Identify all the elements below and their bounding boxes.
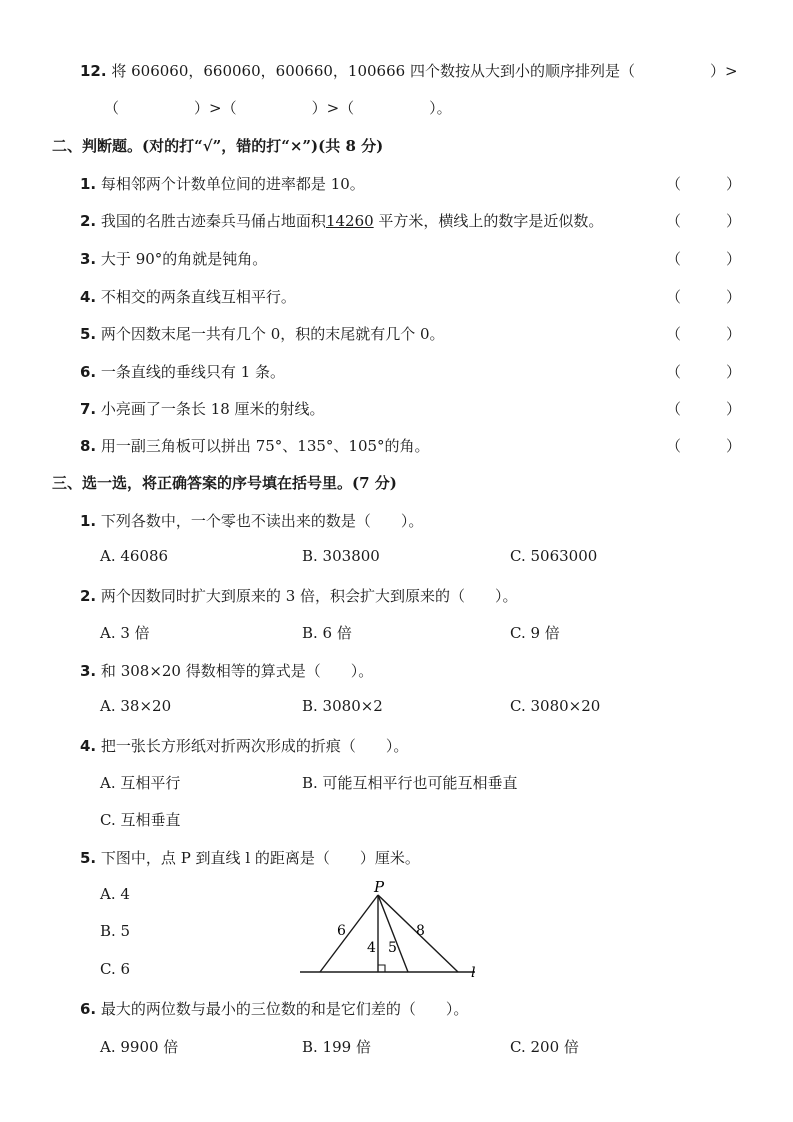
judge-answer-box-7[interactable]: （ ） <box>666 400 742 418</box>
judge-item-5 <box>80 323 445 344</box>
judge-answer-box-3[interactable]: （ ） <box>666 250 742 268</box>
choice-question-2 <box>80 585 518 606</box>
question-number: 3. <box>80 662 97 680</box>
judge-item-4 <box>80 286 296 307</box>
question-number: 2. <box>80 587 97 605</box>
choice-question-1 <box>80 510 423 531</box>
judge-answer-box-1[interactable]: （ ） <box>666 175 742 193</box>
choice-question-4 <box>80 735 408 756</box>
option-c[interactable]: C. 200 倍 <box>510 1038 579 1056</box>
judge-answer-box-5[interactable]: （ ） <box>666 325 742 343</box>
section3-title: 三、选一选，将正确答案的序号填在括号里。(7 分) <box>52 474 397 492</box>
section2-title: 二、判断题。(对的打“√”，错的打“×”)(共 8 分) <box>52 137 384 155</box>
option-a[interactable]: A. 9900 倍 <box>100 1038 179 1056</box>
option-b[interactable]: B. 5 <box>100 922 131 940</box>
judge-item-text: 不相交的两条直线互相平行。 <box>100 288 296 306</box>
judge-item-8 <box>80 435 430 456</box>
option-b[interactable]: B. 199 倍 <box>302 1038 371 1056</box>
judge-item-text: 一条直线的垂线只有 1 条。 <box>100 363 286 381</box>
choice-question-6 <box>80 998 468 1019</box>
judge-item-number: 8. <box>80 437 97 455</box>
option-a[interactable]: A. 4 <box>100 885 130 903</box>
judge-item-number: 3. <box>80 250 97 268</box>
question-text: 最大的两位数与最小的三位数的和是它们差的（ ）。 <box>100 1000 469 1018</box>
question-text: 和 308×20 得数相等的算式是（ ）。 <box>100 662 374 680</box>
length-label-8: 8 <box>416 923 425 939</box>
judge-item-2 <box>80 210 603 231</box>
question-text: 两个因数同时扩大到原来的 3 倍，积会扩大到原来的（ ）。 <box>100 587 518 605</box>
line-l-label: l <box>471 965 476 981</box>
judge-item-text: 小亮画了一条长 18 厘米的射线。 <box>100 400 325 418</box>
option-c[interactable]: C. 5063000 <box>510 547 598 565</box>
option-c[interactable]: C. 3080×20 <box>510 697 601 715</box>
judge-item-text: 用一副三角板可以拼出 75°、135°、105°的角。 <box>100 437 430 455</box>
option-c[interactable]: C. 互相垂直 <box>100 811 181 829</box>
question-number: 1. <box>80 512 97 530</box>
question-text: 下图中，点 P 到直线 l 的距离是（ ）厘米。 <box>100 849 420 867</box>
judge-item-3 <box>80 248 267 269</box>
judge-item-text: 每相邻两个计数单位间的进率都是 10。 <box>100 175 365 193</box>
judge-answer-box-8[interactable]: （ ） <box>666 437 742 455</box>
question-number: 4. <box>80 737 97 755</box>
question-text: 下列各数中，一个零也不读出来的数是（ ）。 <box>100 512 424 530</box>
point-p-label: P <box>374 878 385 896</box>
judge-item-1 <box>80 173 365 194</box>
option-b[interactable]: B. 6 倍 <box>302 624 352 642</box>
q12-line1 <box>80 60 738 81</box>
length-label-6: 6 <box>337 923 346 939</box>
option-a[interactable]: A. 46086 <box>100 547 169 565</box>
segment-6 <box>320 895 378 972</box>
judge-item-6 <box>80 361 285 382</box>
length-label-4: 4 <box>367 940 376 956</box>
distance-triangle-figure <box>290 875 490 987</box>
q12-text: 将 606060，660060，600660，100666 四个数按从大到小的顺序排列是（ ）> <box>111 62 738 80</box>
judge-answer-box-6[interactable]: （ ） <box>666 363 742 381</box>
q12-number: 12. <box>80 62 107 80</box>
judge-item-text: 大于 90°的角就是钝角。 <box>100 250 268 268</box>
judge-item-number: 5. <box>80 325 97 343</box>
judge-item-7 <box>80 398 325 419</box>
judge-item-text-before: 我国的名胜古迹秦兵马俑占地面积 <box>100 212 326 230</box>
choice-question-5 <box>80 847 420 868</box>
judge-item-number: 7. <box>80 400 97 418</box>
judge-item-text-after: 平方米，横线上的数字是近似数。 <box>373 212 604 230</box>
segment-5 <box>378 895 408 972</box>
option-a[interactable]: A. 3 倍 <box>100 624 150 642</box>
option-b[interactable]: B. 3080×2 <box>302 697 383 715</box>
question-number: 6. <box>80 1000 97 1018</box>
judge-item-number: 4. <box>80 288 97 306</box>
option-a[interactable]: A. 38×20 <box>100 697 172 715</box>
judge-item-text: 两个因数末尾一共有几个 0，积的末尾就有几个 0。 <box>100 325 445 343</box>
judge-answer-box-2[interactable]: （ ） <box>666 212 742 230</box>
judge-item-number: 2. <box>80 212 97 230</box>
right-angle-mark <box>378 965 385 972</box>
judge-answer-box-4[interactable]: （ ） <box>666 288 742 306</box>
q12-line2: （ ）>（ ）>（ ）。 <box>104 99 452 117</box>
option-a[interactable]: A. 互相平行 <box>100 774 181 792</box>
judge-item-number: 6. <box>80 363 97 381</box>
choice-question-3 <box>80 660 373 681</box>
question-number: 5. <box>80 849 97 867</box>
question-text: 把一张长方形纸对折两次形成的折痕（ ）。 <box>100 737 409 755</box>
option-b[interactable]: B. 303800 <box>302 547 380 565</box>
option-c[interactable]: C. 9 倍 <box>510 624 560 642</box>
judge-item-number: 1. <box>80 175 97 193</box>
length-label-5: 5 <box>388 940 397 956</box>
option-c[interactable]: C. 6 <box>100 960 131 978</box>
option-b[interactable]: B. 可能互相平行也可能互相垂直 <box>302 774 518 792</box>
underlined-number: 14260 <box>325 212 374 230</box>
